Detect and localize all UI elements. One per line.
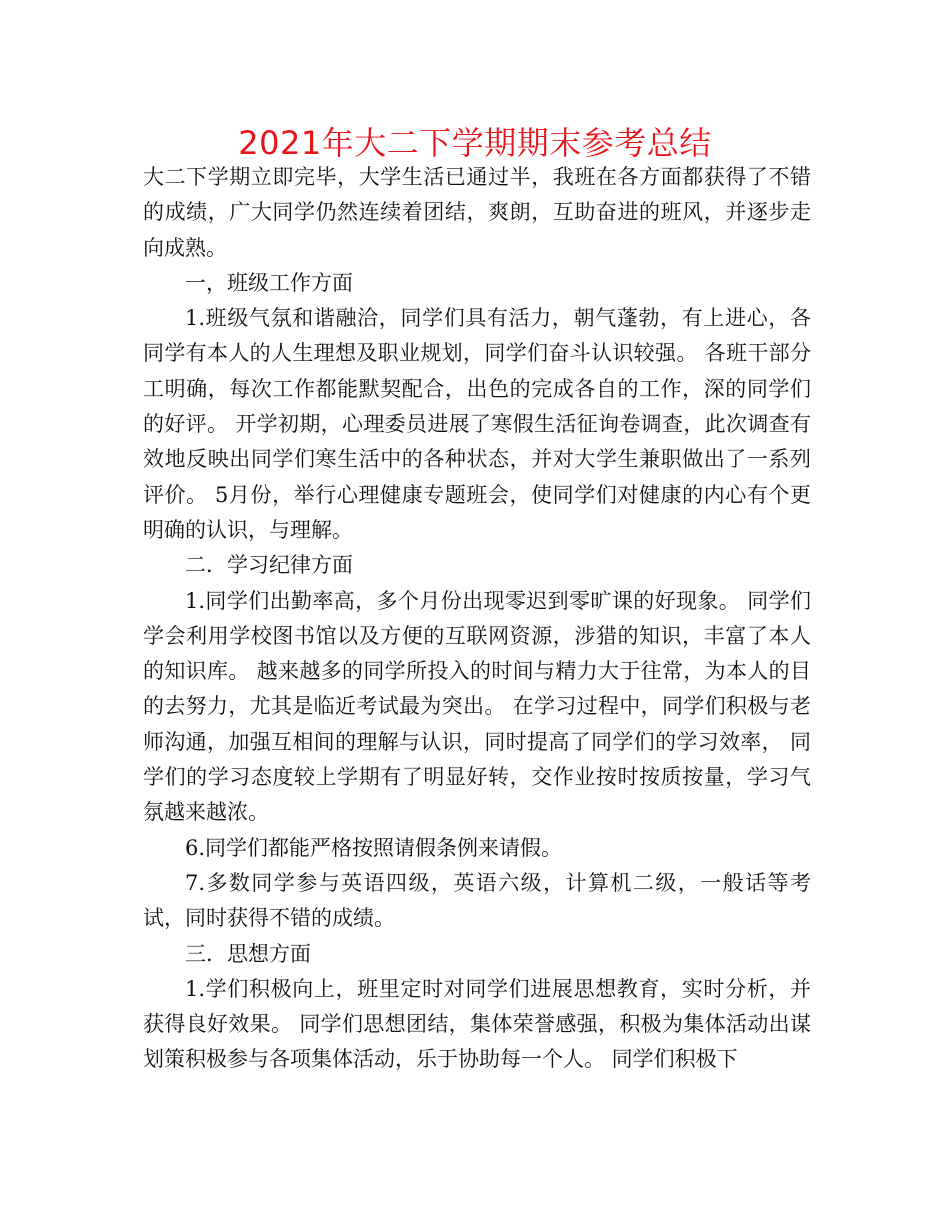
paragraph: 1.学们积极向上，班里定时对同学们进展思想教育，实时分析，并获得良好效果。 同学们思想团结，集体荣誉感强，积极为集体活动出谋划策积极参与各项集体活动，乐于协助每一个人。 同学们积极下 [143, 976, 811, 1072]
document-title: 2021年大二下学期期末参考总结 [238, 124, 712, 162]
paragraph: 三．思想方面 [185, 941, 311, 966]
paragraph: 二．学习纪律方面 [185, 553, 353, 578]
paragraph: 1.同学们出勤率高，多个月份出现零迟到零旷课的好现象。 同学们学会利用学校图书馆以及方便的互联网资源，涉猎的知识，丰富了本人的知识库。 越来越多的同学所投入的时间与精力大于往常，为本人的目的去努力，尤其是临近考试最为突出。 在学习过程中，同学们积极与老师沟通，加强互相间的理解与认识，同时提高了同学们的学习效率， 同学们的学习态度较上学期有了明显好转，交作业按时按质按量，学习气氛越来越浓。 [143, 588, 811, 825]
paragraph: 1.班级气氛和谐融洽，同学们具有活力，朝气蓬勃，有上进心，各同学有本人的人生理想及职业规划，同学们奋斗认识较强。 各班干部分工明确，每次工作都能默契配合，出色的完成各自的工作，深的同学们的好评。 开学初期，心理委员进展了寒假生活征询卷调查，此次调查有效地反映出同学们寒生活中的各种状态，并对大学生兼职做出了一系列评价。 5月份，举行心理健康专题班会，使同学们对健康的内心有个更明确的认识，与理解。 [143, 306, 811, 542]
paragraph: 大二下学期立即完毕，大学生活已通过半，我班在各方面都获得了不错的成绩，广大同学仍然连续着团结，爽朗，互助奋进的班风，并逐步走向成熟。 [143, 165, 811, 260]
document-body [143, 160, 811, 1078]
paragraph: 6.同学们都能严格按照请假条例来请假。 [185, 835, 563, 860]
paragraph: 7.多数同学参与英语四级，英语六级，计算机二级，一般话等考试，同时获得不错的成绩。 [143, 870, 811, 931]
paragraph: 一，班级工作方面 [185, 270, 353, 295]
